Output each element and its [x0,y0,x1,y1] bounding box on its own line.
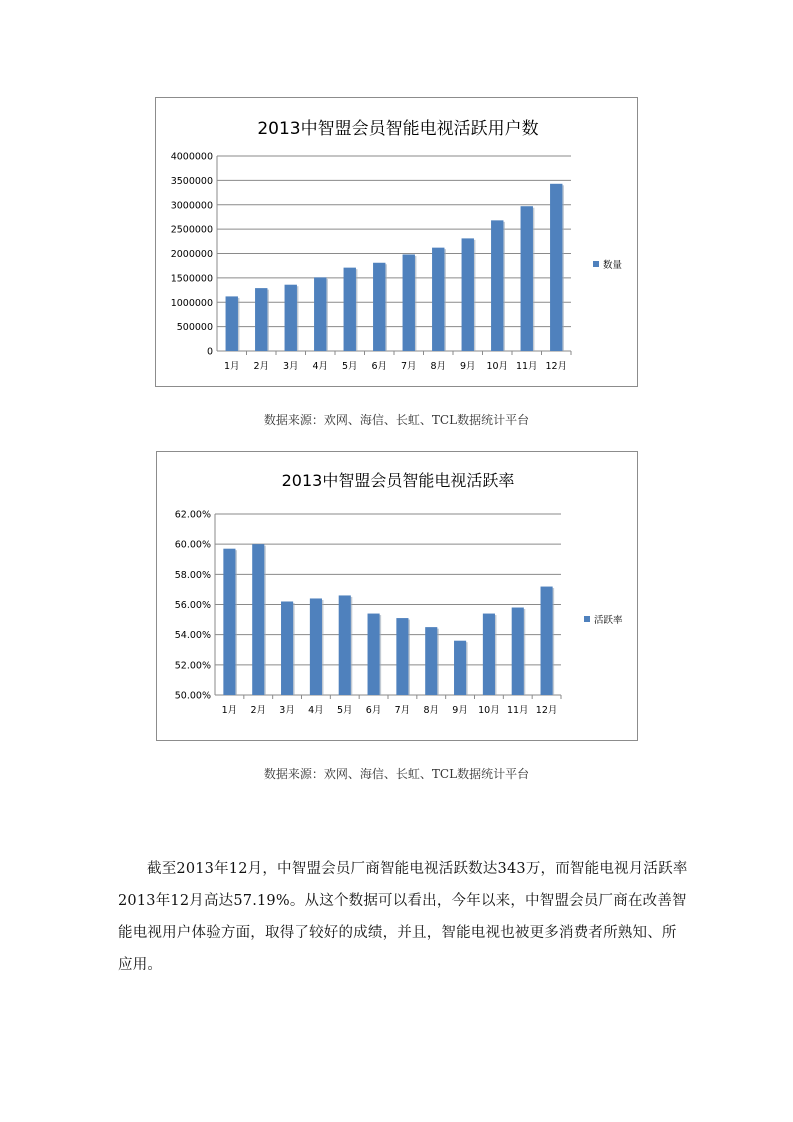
bar-2 [255,288,267,351]
x-tick-label: 7月 [400,361,417,372]
active-rate-chart [156,451,638,741]
y-tick-label: 3500000 [170,175,213,187]
bar-7 [396,618,408,695]
bar-6 [373,263,385,351]
legend-label: 活跃率 [594,615,623,626]
chart2-source-caption: 数据来源：欢网、海信、长虹、TCL数据统计平台 [263,767,530,781]
summary-paragraph: 截至2013年12月，中智盟会员厂商智能电视活跃数达343万，而智能电视月活跃率2013年12月高达57.19%。从这个数据可以看出，今年以来，中智盟会员厂商在改善智能电视用户体验方面，取得了较好的成绩，并且，智能电视也被更多消费者所熟知、所应用。 [118,861,688,973]
x-tick-label: 9月 [452,705,468,716]
bar-8 [425,627,437,695]
x-tick-label: 3月 [282,361,299,372]
x-tick-label: 1月 [221,705,238,716]
chart-title: 2013中智盟会员智能电视活跃率 [281,471,515,490]
bar-11 [512,608,524,695]
bar-10 [491,220,503,351]
y-tick-label: 56.00% [174,600,211,611]
y-tick-label: 58.00% [174,569,211,581]
x-tick-label: 9月 [459,361,476,372]
y-tick-label: 62.00% [174,509,211,521]
x-tick-label: 3月 [279,705,295,716]
x-tick-label: 7月 [394,705,411,716]
bar-11 [521,206,533,351]
bar-6 [368,614,380,695]
bar-7 [403,254,415,351]
x-tick-label: 11月 [506,705,529,716]
x-tick-label: 1月 [223,361,240,372]
bar-12 [550,184,562,351]
x-tick-label: 6月 [371,361,388,372]
active-users-chart [155,97,638,387]
legend-swatch [584,616,590,622]
x-tick-label: 12月 [545,361,568,372]
x-tick-label: 11月 [515,361,538,372]
x-tick-label: 8月 [430,361,447,372]
chart1-source-caption: 数据来源：欢网、海信、长虹、TCL数据统计平台 [263,413,530,427]
bar-8 [432,248,444,351]
active-users-chart-svg [156,98,637,386]
x-tick-label: 10月 [486,361,509,372]
y-tick-label: 2500000 [170,224,213,236]
x-tick-label: 8月 [423,705,440,716]
y-tick-label: 1000000 [170,297,213,309]
x-tick-label: 6月 [365,705,382,716]
x-tick-label: 4月 [312,361,329,372]
bar-4 [314,277,326,351]
bar-12 [541,587,553,695]
x-tick-label: 12月 [535,705,558,716]
bar-9 [462,238,474,351]
y-tick-label: 3000000 [170,200,213,212]
bar-9 [454,641,466,695]
x-tick-label: 2月 [253,361,270,372]
x-tick-label: 10月 [478,705,500,716]
y-tick-label: 1500000 [170,273,213,285]
bar-2 [252,544,264,695]
bar-5 [339,595,351,695]
x-tick-label: 4月 [308,705,324,716]
bar-1 [223,549,235,695]
y-tick-label: 500000 [176,322,213,334]
x-tick-label: 2月 [250,705,267,716]
legend-swatch [593,261,599,267]
y-tick-label: 50.00% [174,690,211,702]
active-rate-chart-svg [157,452,637,740]
chart-title: 2013中智盟会员智能电视活跃用户数 [257,119,539,139]
bar-5 [344,268,356,351]
bar-3 [285,285,297,351]
x-tick-label: 5月 [341,361,358,372]
y-tick-label: 0 [206,346,213,358]
y-tick-label: 52.00% [174,660,211,672]
bar-3 [281,601,293,695]
y-tick-label: 4000000 [170,151,213,163]
y-tick-label: 2000000 [170,249,213,260]
bar-10 [483,614,495,695]
bar-4 [310,598,322,695]
x-tick-label: 5月 [336,705,353,716]
y-tick-label: 60.00% [174,539,211,551]
y-tick-label: 54.00% [174,630,211,642]
legend-label: 数量 [603,260,623,271]
bar-1 [226,296,238,351]
